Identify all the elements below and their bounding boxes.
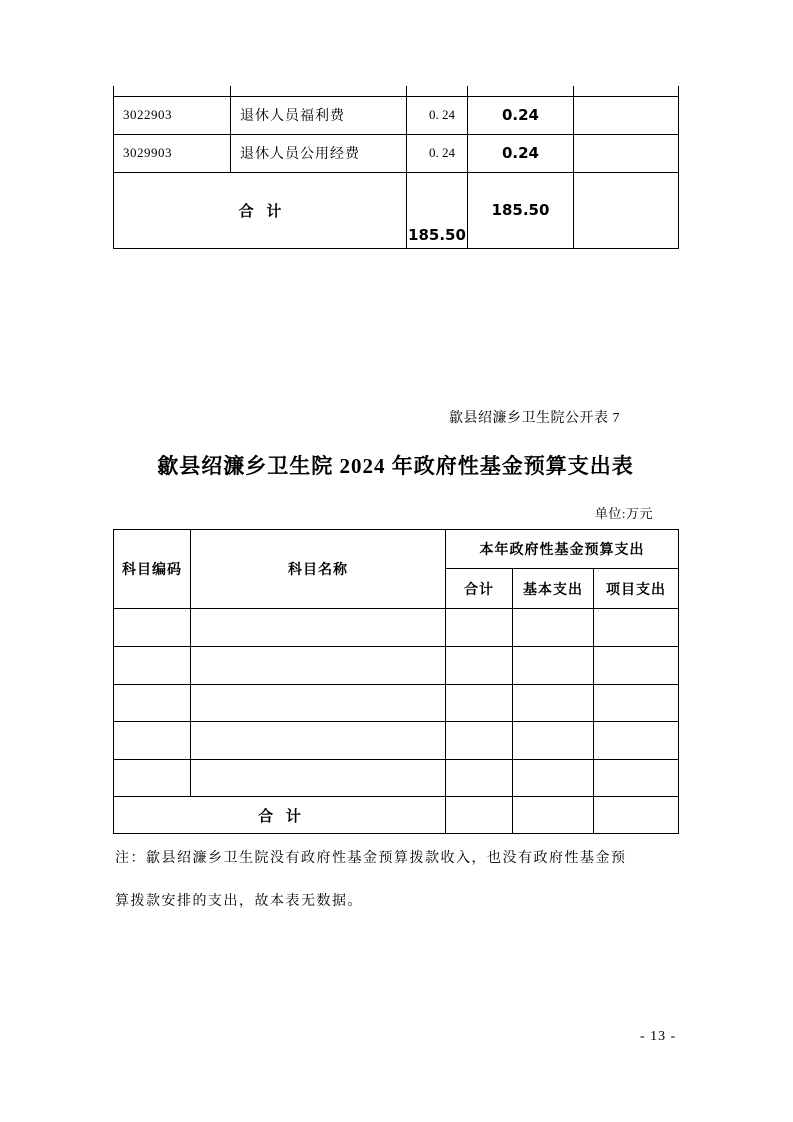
- empty-cell: [114, 647, 191, 685]
- empty-cell: [191, 647, 446, 685]
- subject-code: 3029903: [114, 134, 231, 172]
- empty-cell: [594, 609, 679, 647]
- table-row: [114, 134, 679, 172]
- empty-cell: [231, 86, 407, 96]
- empty-row: [114, 685, 679, 722]
- empty-cell: [513, 685, 594, 722]
- total-value: [446, 797, 513, 834]
- empty-cell: [191, 722, 446, 760]
- total-value: 0. 24: [407, 134, 468, 172]
- note-line: 注：歙县绍濂乡卫生院没有政府性基金预算拨款收入，也没有政府性基金预: [115, 851, 627, 866]
- subject-code: 3022903: [114, 96, 231, 134]
- fund-budget-table: [113, 529, 679, 834]
- table-row: [114, 96, 679, 134]
- basic-expense-value: 0.24: [468, 134, 574, 172]
- empty-cell: [594, 647, 679, 685]
- page-number: - 13 -: [640, 1029, 677, 1044]
- empty-cell: [594, 722, 679, 760]
- subject-name: 退休人员公用经费: [231, 134, 407, 172]
- previous-expenditure-table-grid: [113, 86, 679, 249]
- grand-total-basic-value: 185.50: [468, 172, 574, 248]
- grand-total-row: [114, 172, 679, 248]
- empty-cell: [446, 609, 513, 647]
- grand-total-label: 合 计: [114, 172, 407, 248]
- empty-cell: [513, 722, 594, 760]
- grand-total-project-value: [574, 172, 679, 248]
- total-row-label: 合 计: [114, 797, 446, 834]
- empty-row: [114, 760, 679, 797]
- fund-budget-table-grid: [113, 529, 679, 834]
- empty-cell: [407, 86, 468, 96]
- empty-cell: [446, 685, 513, 722]
- empty-cell: [513, 760, 594, 797]
- empty-cell: [114, 760, 191, 797]
- empty-cell: [446, 760, 513, 797]
- subject-name: 退休人员福利费: [231, 96, 407, 134]
- grand-total-value: 185.50: [407, 172, 468, 248]
- col-header-subject-name: 科目名称: [191, 530, 446, 609]
- empty-cell: [114, 609, 191, 647]
- note-paragraph: [115, 837, 675, 923]
- budget-table-body: [114, 609, 679, 797]
- empty-cell: [594, 760, 679, 797]
- col-header-fund-group: 本年政府性基金预算支出: [446, 530, 679, 569]
- empty-cell: [191, 685, 446, 722]
- empty-cell: [446, 722, 513, 760]
- page-title: 歙县绍濂乡卫生院 2024 年政府性基金预算支出表: [157, 454, 634, 478]
- table-caption: 歙县绍濂乡卫生院公开表 7: [449, 411, 620, 426]
- basic-expense-value: 0.24: [468, 96, 574, 134]
- cut-off-row: [114, 86, 679, 96]
- project-expense-value: [574, 96, 679, 134]
- empty-cell: [594, 685, 679, 722]
- total-value: 0. 24: [407, 96, 468, 134]
- empty-cell: [574, 86, 679, 96]
- empty-row: [114, 609, 679, 647]
- project-expense-value: [574, 134, 679, 172]
- total-basic-value: [513, 797, 594, 834]
- empty-cell: [191, 609, 446, 647]
- empty-row: [114, 722, 679, 760]
- header-row-group: [114, 530, 679, 569]
- note-line: 算拨款安排的支出，故本表无数据。: [115, 894, 363, 909]
- empty-cell: [114, 685, 191, 722]
- col-header-total: 合计: [446, 569, 513, 609]
- total-row: [114, 797, 679, 834]
- col-header-project-expense: 项目支出: [594, 569, 679, 609]
- empty-row: [114, 647, 679, 685]
- total-project-value: [594, 797, 679, 834]
- previous-expenditure-table: [113, 86, 679, 249]
- unit-label: 单位:万元: [594, 506, 653, 521]
- col-header-basic-expense: 基本支出: [513, 569, 594, 609]
- empty-cell: [468, 86, 574, 96]
- col-header-subject-code: 科目编码: [114, 530, 191, 609]
- empty-cell: [513, 609, 594, 647]
- empty-cell: [114, 722, 191, 760]
- empty-cell: [446, 647, 513, 685]
- empty-cell: [191, 760, 446, 797]
- empty-cell: [513, 647, 594, 685]
- empty-cell: [114, 86, 231, 96]
